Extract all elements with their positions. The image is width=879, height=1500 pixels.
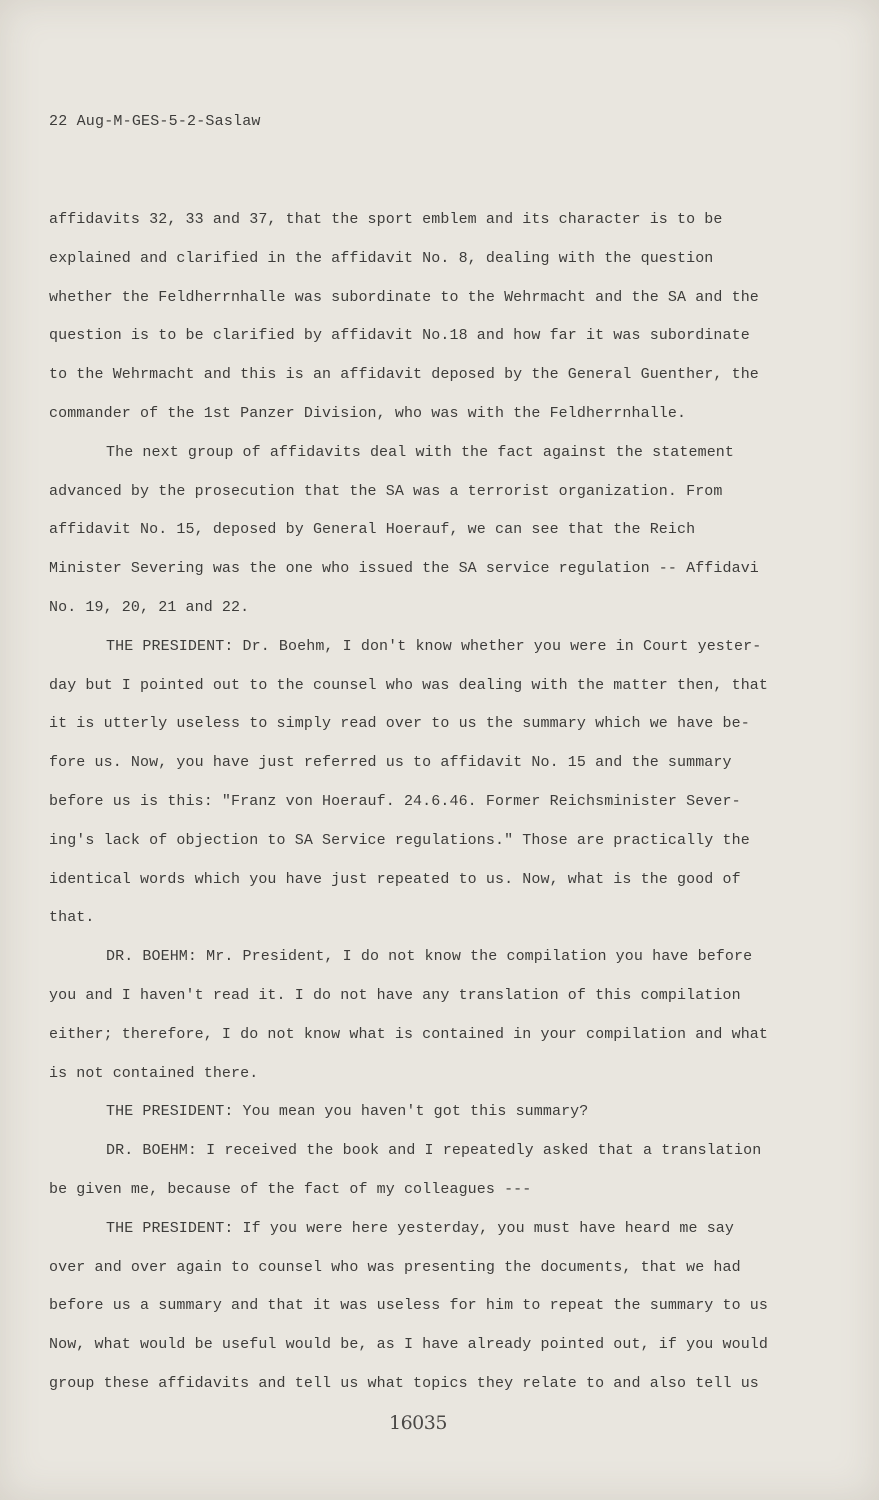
transcript-line: whether the Feldherrnhalle was subordinate to the Wehrmacht and the SA and the [49,288,759,306]
transcript-line: ing's lack of objection to SA Service regulations." Those are practically the [49,831,750,849]
transcript-line: it is utterly useless to simply read over to us the summary which we have be- [49,715,750,733]
transcript-line: THE PRESIDENT: You mean you haven't got this summary? [106,1103,589,1121]
document-header: 22 Aug-M-GES-5-2-Saslaw [49,113,261,130]
transcript-line: group these affidavits and tell us what topics they relate to and also tell us [49,1374,759,1392]
transcript-line: Minister Severing was the one who issued the SA service regulation -- Affidavi [49,560,759,578]
transcript-line: affidavits 32, 33 and 37, that the sport emblem and its character is to be [49,211,723,228]
transcript-body [49,205,877,1408]
transcript-line: to the Wehrmacht and this is an affidavit deposed by the General Guenther, the [49,366,759,384]
transcript-line: day but I pointed out to the counsel who was dealing with the matter then, that [49,676,769,694]
transcript-line: question is to be clarified by affidavit No.18 and how far it was subordinate [49,327,750,345]
transcript-line: affidavit No. 15, deposed by General Hoerauf, we can see that the Reich [49,521,696,539]
transcript-line: DR. BOEHM: I received the book and I repeatedly asked that a translation [106,1142,762,1160]
page-number: 16035 [389,1412,447,1434]
transcript-line: that. [49,909,95,927]
transcript-line: you and I haven't read it. I do not have any translation of this compilation [49,986,741,1004]
transcript-line: commander of the 1st Panzer Division, who was with the Feldherrnhalle. [49,404,687,422]
transcript-line: either; therefore, I do not know what is contained in your compilation and what [49,1025,769,1043]
transcript-line: identical words which you have just repeated to us. Now, what is the good of [49,870,741,888]
transcript-line: fore us. Now, you have just referred us to affidavit No. 15 and the summary [49,754,732,772]
transcript-line: over and over again to counsel who was presenting the documents, that we had [49,1258,741,1276]
transcript-line: be given me, because of the fact of my colleagues --- [49,1180,532,1198]
transcript-line: before us is this: "Franz von Hoerauf. 24.6.46. Former Reichsminister Sever- [49,792,741,810]
transcript-line: THE PRESIDENT: If you were here yesterday, you must have heard me say [106,1219,735,1237]
transcript-line: is not contained there. [49,1064,259,1082]
transcript-line: The next group of affidavits deal with the fact against the statement [106,443,735,461]
transcript-line: explained and clarified in the affidavit No. 8, dealing with the question [49,249,714,267]
transcript-line: DR. BOEHM: Mr. President, I do not know the compilation you have before [106,948,753,966]
transcript-line: before us a summary and that it was useless for him to repeat the summary to us [49,1297,769,1315]
transcript-line: advanced by the prosecution that the SA was a terrorist organization. From [49,482,723,500]
transcript-line: Now, what would be useful would be, as I have already pointed out, if you would [49,1336,769,1354]
transcript-line: THE PRESIDENT: Dr. Boehm, I don't know whether you were in Court yester- [106,637,762,655]
transcript-line: No. 19, 20, 21 and 22. [49,598,250,616]
